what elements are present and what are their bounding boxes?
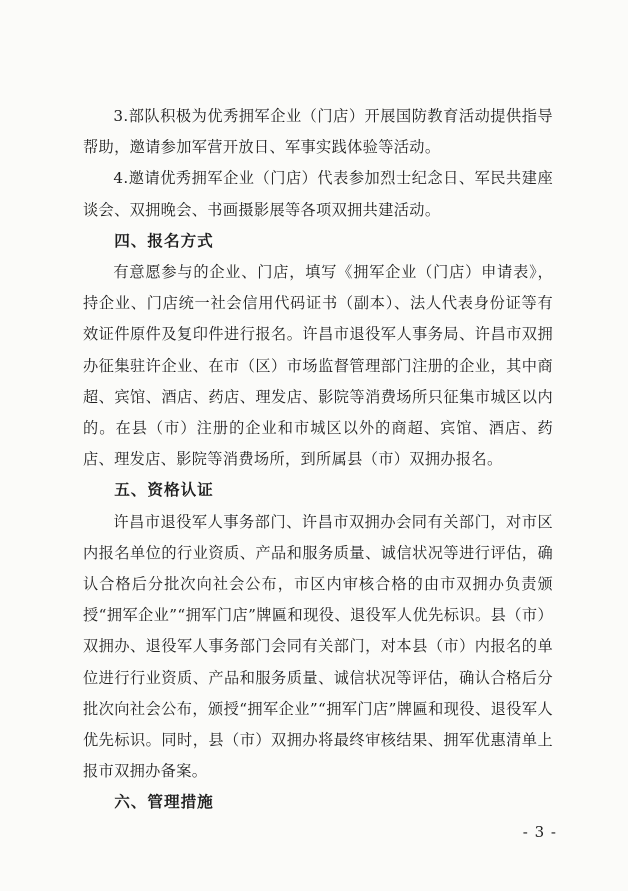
paragraph-item-3: 3.部队积极为优秀拥军企业（门店）开展国防教育活动提供指导帮助，邀请参加军营开放日、军事实践体验等活动。 (83, 107, 553, 157)
section-heading-management: 六、管理措施 (114, 793, 214, 812)
paragraph-registration: 有意愿参与的企业、门店，填写《拥军企业（门店）申请表》，持企业、门店统一社会信用代码证书（副本）、法人代表身份证等有效证件原件及复印件进行报名。许昌市退役军人事务局、许昌市双拥办征集驻许企业、在市（区）市场监督管理部门注册的企业，其中商超、宾馆、酒店、药店、理发店、影院等消费场所只征集市城区以内的。在县（市）注册的企业和市城区以外的商超、宾馆、酒店、药店、理发店、影院等消费场所，到所属县（市）双拥办报名。 (83, 263, 553, 469)
page-number: - 3 - (522, 823, 557, 841)
paragraph-item-4: 4.邀请优秀拥军企业（门店）代表参加烈士纪念日、军民共建座谈会、双拥晚会、书画摄影展等各项双拥共建活动。 (83, 169, 553, 219)
section-heading-qualification: 五、资格认证 (114, 481, 214, 500)
section-heading-registration: 四、报名方式 (114, 231, 214, 250)
document-body (83, 101, 553, 819)
paragraph-qualification: 许昌市退役军人事务部门、许昌市双拥办会同有关部门，对市区内报名单位的行业资质、产品和服务质量、诚信状况等进行评估，确认合格后分批次向社会公布，市区内审核合格的由市双拥办负责颁授“拥军企业”“拥军门店”牌匾和现役、退役军人优先标识。县（市）双拥办、退役军人事务部门会同有关部门，对本县（市）内报名的单位进行行业资质、产品和服务质量、诚信状况等评估，确认合格后分批次向社会公布，颁授“拥军企业”“拥军门店”牌匾和现役、退役军人优先标识。同时，县（市）双拥办将最终审核结果、拥军优惠清单上报市双拥办备案。 (83, 512, 553, 781)
